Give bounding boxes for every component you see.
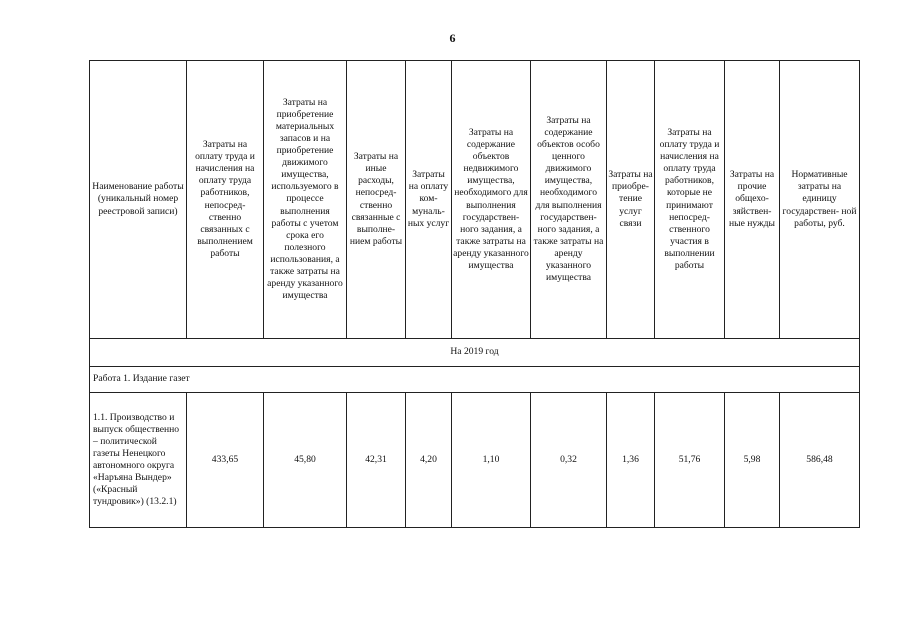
value-other-staff-salary: 51,76 [655, 393, 725, 528]
header-general-needs: Затраты на прочие общехо- зяйствен- ные нужды [725, 61, 780, 339]
header-staff-salary: Затраты на оплату труда и начисления на оплату труда работников, непосред- ственно связанных с выполнением работы [187, 61, 264, 339]
value-real-estate: 1,10 [452, 393, 531, 528]
header-materials: Затраты на приобретение материальных запасов и на приобретение движимого имущества, используемого в процессе выполнения работы с учетом срока его полезного использования, а также затраты на аренду указанного имущества [264, 61, 347, 339]
value-normative-cost: 586,48 [780, 393, 860, 528]
year-row [90, 339, 860, 367]
value-general-needs: 5,98 [725, 393, 780, 528]
header-movable-property: Затраты на содержание объектов особо ценного движимого имущества, необходимого для выполнения государствен- ного задания, а также затраты на аренду указанного имущества [531, 61, 607, 339]
header-name: Наименование работы (уникальный номер реестровой записи) [90, 61, 187, 339]
header-real-estate: Затраты на содержание объектов недвижимого имущества, необходимого для выполнения государствен- ного задания, а также затраты на аренду указанного имущества [452, 61, 531, 339]
row-name: 1.1. Производство и выпуск общественно – политической газеты Ненецкого автономного округа «Наръяна Вындер» («Красный тундровик») (13.2.1) [90, 393, 187, 528]
value-materials: 45,80 [264, 393, 347, 528]
header-normative-cost: Нормативные затраты на единицу государствен- ной работы, руб. [780, 61, 860, 339]
header-utilities: Затраты на оплату ком- муналь- ных услуг [406, 61, 452, 339]
work-label: Работа 1. Издание газет [90, 367, 860, 393]
value-movable-property: 0,32 [531, 393, 607, 528]
header-other-expenses: Затраты на иные расходы, непосред- ственно связанные с выполне- нием работы [347, 61, 406, 339]
header-communications: Затраты на приобре- тение услуг связи [607, 61, 655, 339]
page-number: 6 [449, 31, 456, 45]
value-other-expenses: 42,31 [347, 393, 406, 528]
header-row [90, 61, 860, 339]
table-row [90, 393, 860, 528]
work-row [90, 367, 860, 393]
value-staff-salary: 433,65 [187, 393, 264, 528]
header-other-staff-salary: Затраты на оплату труда и начисления на оплату труда работников, которые не принимают непосред- ственного участия в выполнении работы [655, 61, 725, 339]
value-utilities: 4,20 [406, 393, 452, 528]
year-label: На 2019 год [90, 339, 860, 367]
cost-table [89, 60, 860, 528]
value-communications: 1,36 [607, 393, 655, 528]
